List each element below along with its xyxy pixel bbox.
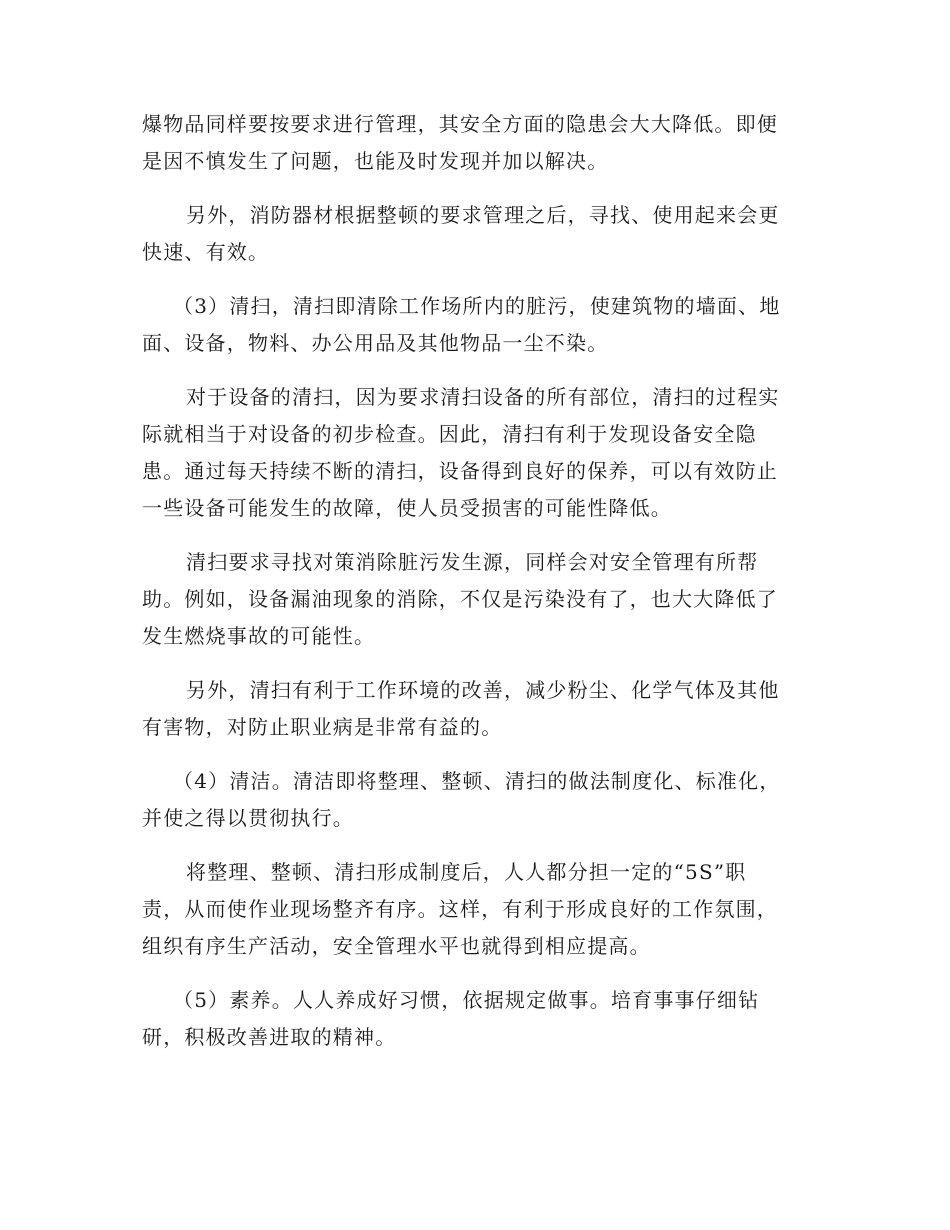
text-line: 发生燃烧事故的可能性。: [142, 624, 376, 648]
text-line: 际就相当于对设备的初步检查。因此，清扫有利于发现设备安全隐: [142, 422, 757, 446]
text-line: 患。通过每天持续不断的清扫，设备得到良好的保养，可以有效防止: [142, 459, 778, 483]
text-line: 组织有序生产活动，安全管理水平也就得到相应提高。: [142, 934, 651, 958]
paragraph: [142, 197, 804, 271]
paragraph: [142, 854, 804, 965]
text-line: 并使之得以贯彻执行。: [142, 806, 354, 830]
paragraph: [142, 288, 804, 362]
paragraph: [142, 106, 804, 180]
text-line: 清扫要求寻找对策消除脏污发生源，同样会对安全管理有所帮: [186, 550, 759, 574]
document-body: [142, 106, 804, 1073]
text-line: 一些设备可能发生的故障，使人员受损害的可能性降低。: [142, 496, 672, 520]
paragraph: [142, 982, 804, 1056]
text-line: 另外，消防器材根据整顿的要求管理之后，寻找、使用起来会更: [186, 203, 780, 227]
text-line: 另外，清扫有利于工作环境的改善，减少粉尘、化学气体及其他: [186, 678, 780, 702]
text-line: （5）素养。人人养成好习惯，依据规定做事。培育事事仔细钻: [173, 988, 760, 1012]
text-line: 将整理、整顿、清扫形成制度后，人人都分担一定的“5S”职: [186, 860, 747, 884]
paragraph: [142, 544, 804, 655]
text-line: 研，积极改善进取的精神。: [142, 1025, 397, 1049]
text-line: 责，从而使作业现场整齐有序。这样，有利于形成良好的工作氛围，: [142, 897, 778, 921]
text-line: 助。例如，设备漏油现象的消除，不仅是污染没有了，也大大降低了: [142, 587, 778, 611]
text-line: 爆物品同样要按要求进行管理，其安全方面的隐患会大大降低。即便: [142, 112, 778, 136]
text-line: 快速、有效。: [142, 240, 270, 264]
paragraph: [142, 763, 804, 837]
text-line: 有害物，对防止职业病是非常有益的。: [142, 715, 503, 739]
text-line: 是因不慎发生了问题，也能及时发现并加以解决。: [142, 149, 609, 173]
text-line: 面、设备，物料、办公用品及其他物品一尘不染。: [142, 331, 609, 355]
text-line: （3）清扫，清扫即清除工作场所内的脏污，使建筑物的墙面、地: [173, 294, 781, 318]
paragraph: [142, 379, 804, 527]
text-line: （4）清洁。清洁即将整理、整顿、清扫的做法制度化、标准化，: [173, 769, 781, 793]
text-line: 对于设备的清扫，因为要求清扫设备的所有部位，清扫的过程实: [186, 385, 780, 409]
paragraph: [142, 672, 804, 746]
